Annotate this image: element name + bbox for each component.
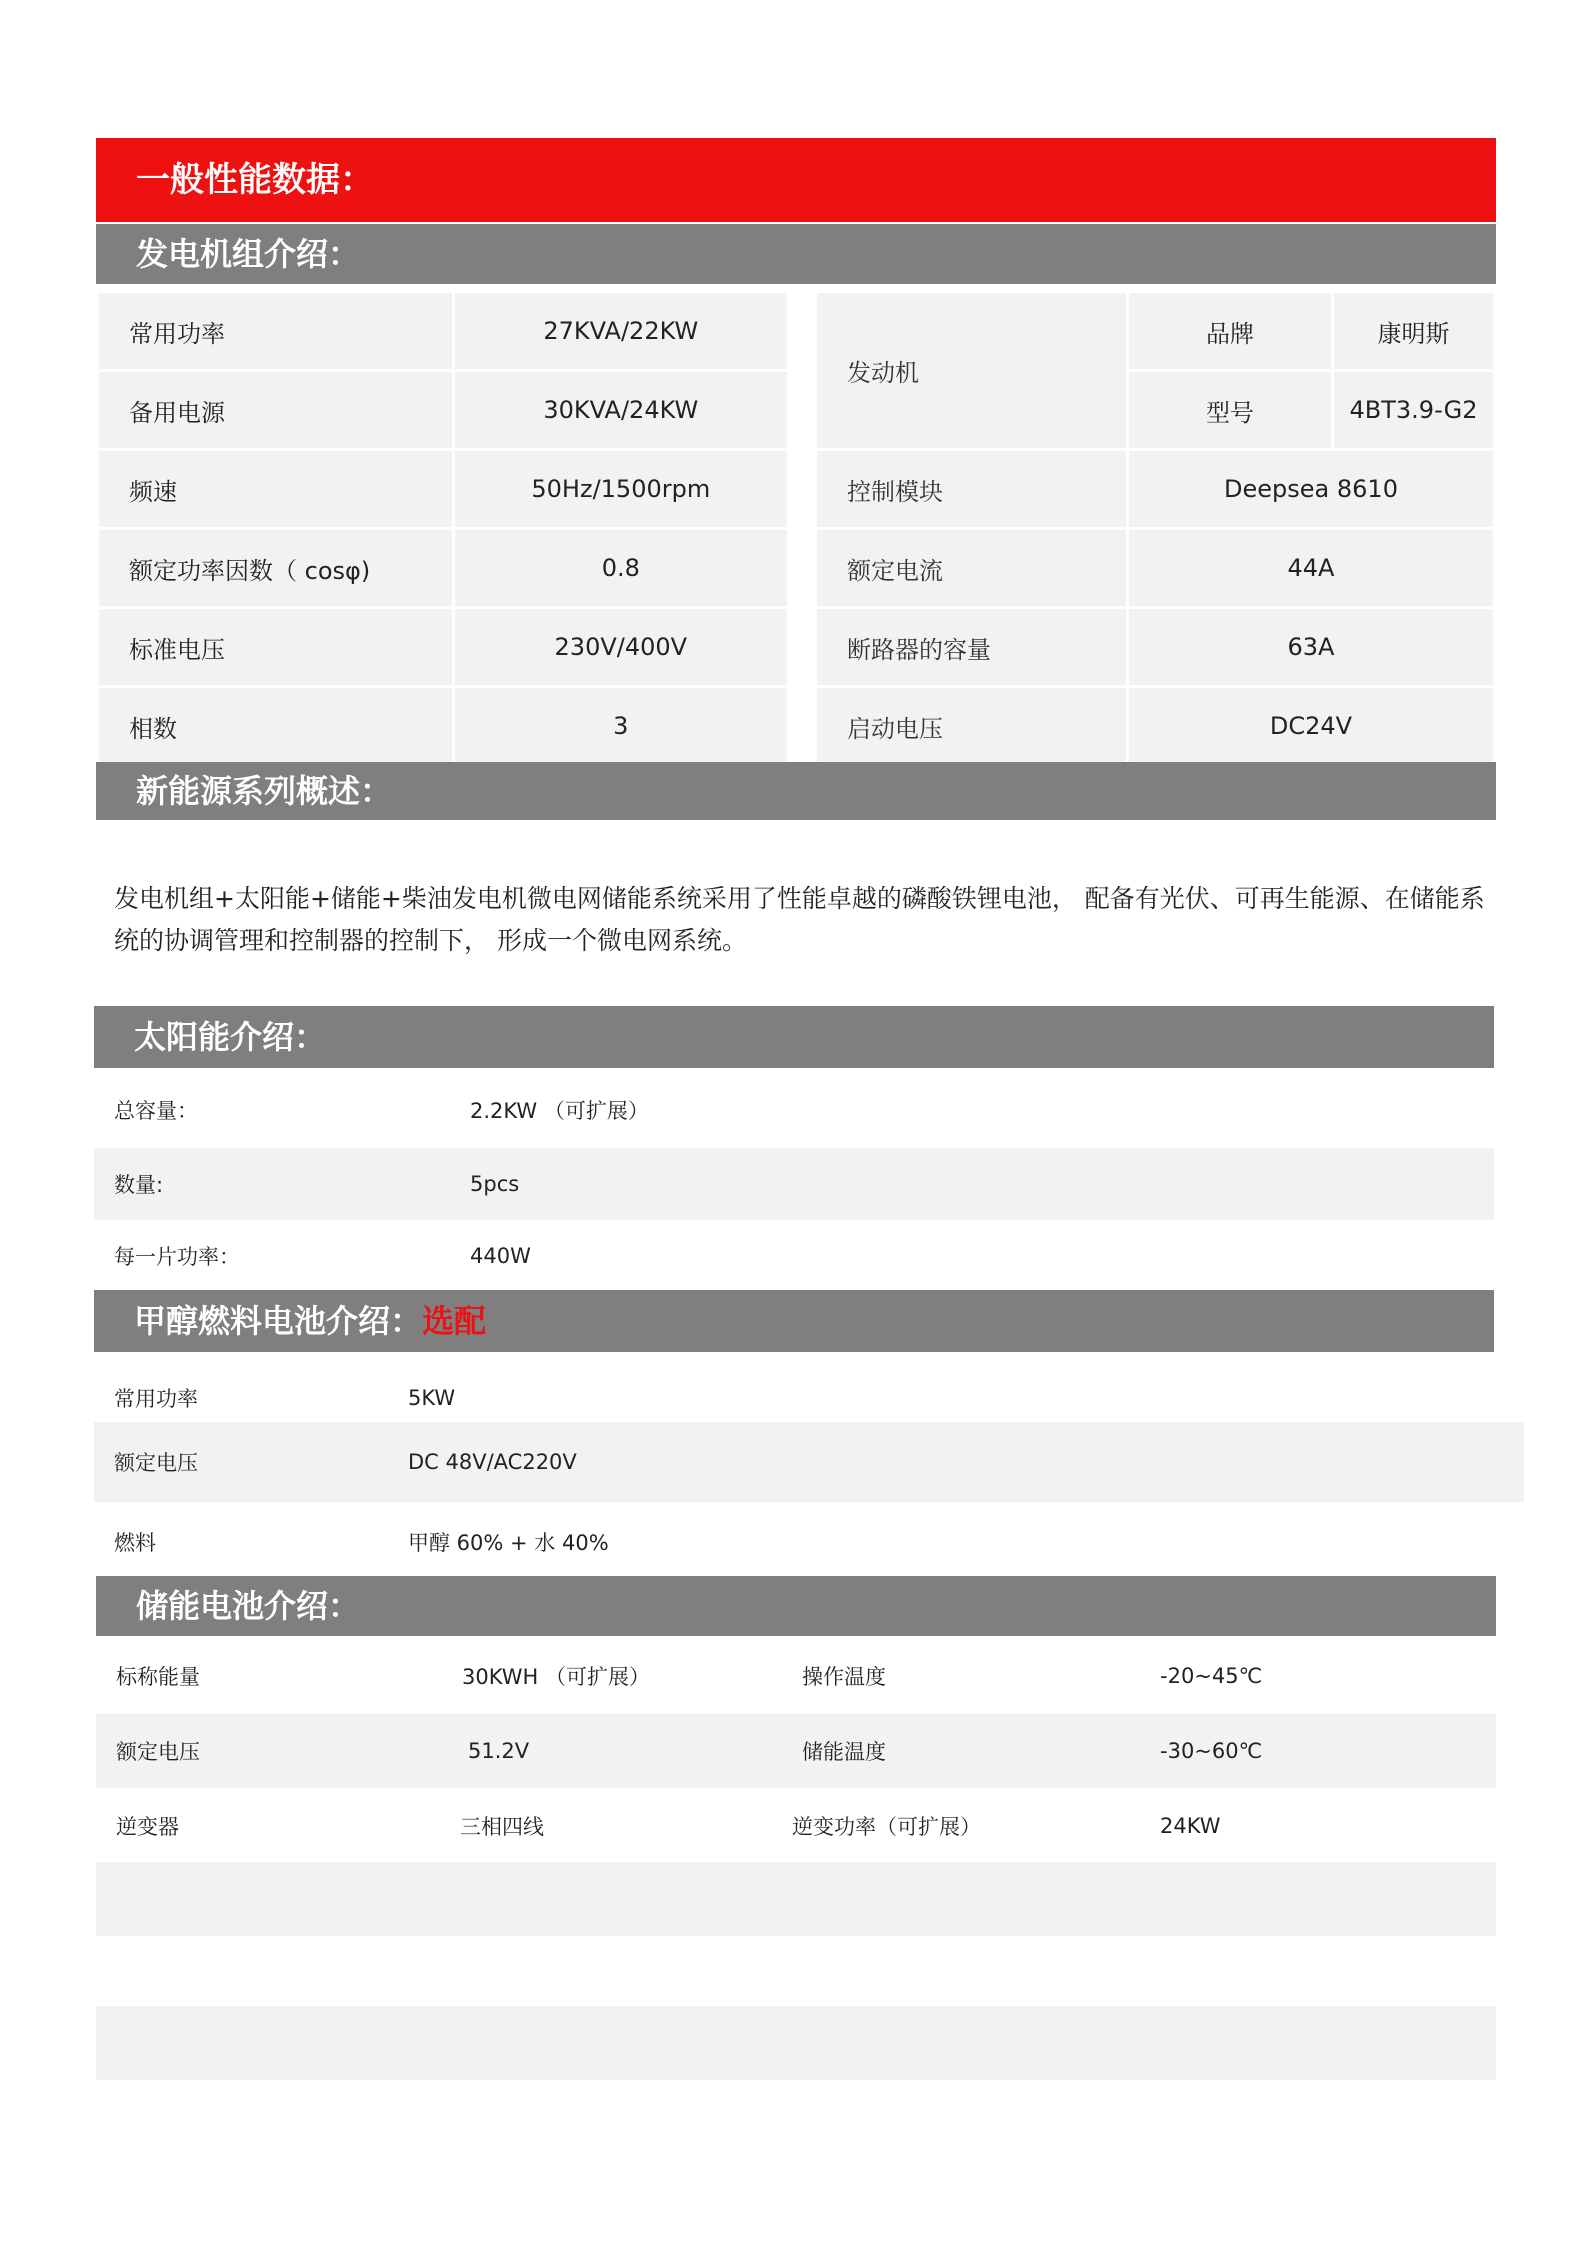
engine-brand-value: 康明斯 [1333,292,1495,371]
solar-value: 2.2KW （可扩展） [470,1099,649,1123]
table-row [816,608,1495,687]
table-row [98,371,789,450]
new-energy-section-header [96,762,1496,820]
spec-value: DC24V [1128,687,1495,766]
solar-label: 总容量： [114,1099,198,1123]
engine-label: 发动机 [816,292,1128,450]
spec-label: 备用电源 [98,371,454,450]
spec-value: 3 [453,687,788,766]
spec-value: 27KVA/22KW [453,292,788,371]
empty-row [96,2006,1496,2080]
battery-label: 储能温度 [802,1740,886,1764]
battery-value: 51.2V [468,1739,530,1763]
methanol-label: 常用功率 [114,1387,198,1411]
table-row [816,292,1495,371]
battery-label: 操作温度 [802,1665,886,1689]
spec-label: 相数 [98,687,454,766]
battery-label: 逆变功率（可扩展） [792,1815,981,1839]
spec-label: 控制模块 [816,450,1128,529]
empty-row [96,1862,1496,1936]
table-row [98,450,789,529]
battery-value: 24KW [1160,1814,1221,1838]
spec-label: 频速 [98,450,454,529]
battery-label: 逆变器 [116,1815,179,1839]
table-row [96,1640,1496,1712]
battery-section-title: 储能电池介绍： [136,1587,361,1625]
methanol-value: 甲醇 60% + 水 40% [408,1531,609,1555]
list-item [94,1074,1494,1146]
genset-spec-table [96,290,790,767]
table-row [816,687,1495,766]
spec-label: 标准电压 [98,608,454,687]
battery-value: 30KWH （可扩展） [462,1665,650,1689]
battery-label: 额定电压 [116,1740,200,1764]
spec-value: Deepsea 8610 [1128,450,1495,529]
table-row [98,529,789,608]
battery-value: -30~60℃ [1160,1739,1263,1763]
spec-value: 30KVA/24KW [453,371,788,450]
solar-label: 每一片功率： [114,1245,240,1269]
solar-value: 440W [470,1244,531,1268]
optional-badge: 选配 [422,1302,487,1340]
general-performance-header [96,138,1496,222]
methanol-label: 额定电压 [114,1451,198,1475]
engine-brand-label: 品牌 [1128,292,1333,371]
spec-label: 额定功率因数（ cosφ) [98,529,454,608]
spec-label: 额定电流 [816,529,1128,608]
methanol-value: 5KW [408,1386,456,1410]
engine-spec-table [814,290,1496,767]
general-performance-title: 一般性能数据： [136,160,374,200]
spec-value: 0.8 [453,529,788,608]
solar-section-header [94,1006,1494,1068]
table-row [98,608,789,687]
table-row [96,1790,1496,1862]
methanol-section-header [94,1290,1494,1352]
methanol-section-title: 甲醇燃料电池介绍： [134,1302,423,1340]
engine-model-label: 型号 [1128,371,1333,450]
table-row [98,292,789,371]
battery-value: -20~45℃ [1160,1664,1263,1688]
list-item [94,1506,1494,1578]
engine-model-value: 4BT3.9-G2 [1333,371,1495,450]
spec-label: 常用功率 [98,292,454,371]
table-row [96,1714,1496,1788]
solar-value: 5pcs [470,1172,520,1196]
solar-label: 数量: [114,1173,164,1197]
spec-value: 44A [1128,529,1495,608]
spec-value: 50Hz/1500rpm [453,450,788,529]
list-item [94,1148,1494,1220]
methanol-value: DC 48V/AC220V [408,1450,577,1474]
new-energy-section-title: 新能源系列概述： [136,772,393,810]
solar-section-title: 太阳能介绍： [134,1018,327,1056]
spec-label: 断路器的容量 [816,608,1128,687]
spec-value: 63A [1128,608,1495,687]
spec-label: 启动电压 [816,687,1128,766]
table-row [816,450,1495,529]
methanol-label: 燃料 [114,1531,156,1555]
battery-section-header [96,1576,1496,1636]
table-row [98,687,789,766]
table-row [816,529,1495,608]
genset-section-header [96,224,1496,284]
battery-label: 标称能量 [116,1665,200,1689]
spec-value: 230V/400V [453,608,788,687]
genset-section-title: 发电机组介绍： [136,235,361,273]
list-item [94,1222,1494,1290]
battery-value: 三相四线 [460,1815,544,1839]
new-energy-paragraph: 发电机组+太阳能+储能+柴油发电机微电网储能系统采用了性能卓越的磷酸铁锂电池， 配备有光伏、可再生能源、在储能系统的协调管理和控制器的控制下， 形成一个微电网系统。 [114,884,1485,955]
list-item [94,1422,1524,1502]
